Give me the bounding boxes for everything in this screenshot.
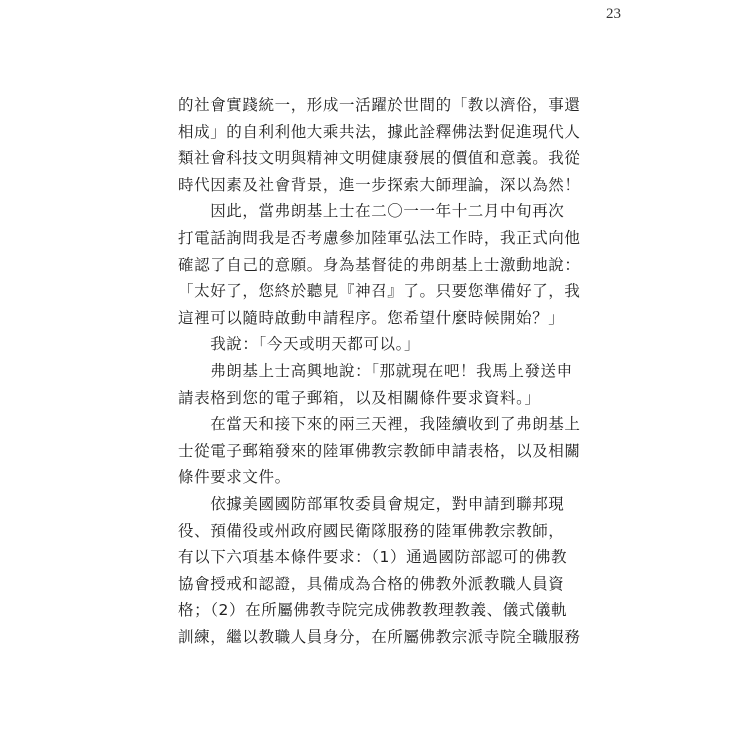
text-line: 格；（2）在所屬佛教寺院完成佛教教理教義、儀式儀軌 xyxy=(178,601,568,620)
text-line: 弗朗基上士高興地說：「那就現在吧！我馬上發送申 xyxy=(178,361,573,380)
text-line: 請表格到您的電子郵箱，以及相關條件要求資料。」 xyxy=(178,388,541,407)
body-text xyxy=(178,92,588,650)
text-line: 在當天和接下來的兩三天裡，我陸續收到了弗朗基上 xyxy=(178,415,581,434)
text-line: 因此，當弗朗基上士在二〇一一年十二月中旬再次 xyxy=(178,202,565,221)
text-line: 相成」的自利利他大乘共法，據此詮釋佛法對促進現代人 xyxy=(178,122,581,141)
text-line: 確認了自己的意願。身為基督徒的弗朗基上士激動地說： xyxy=(178,255,581,274)
text-line: 類社會科技文明與精神文明健康發展的價值和意義。我從 xyxy=(178,149,581,168)
text-line: 時代因素及社會背景，進一步探索大師理論，深以為然！ xyxy=(178,175,581,194)
page-number: 23 xyxy=(606,6,621,22)
text-line: 訓練，繼以教職人員身分，在所屬佛教宗派寺院全職服務 xyxy=(178,627,581,646)
text-line: 這裡可以隨時啟動申請程序。您希望什麼時候開始？」 xyxy=(178,308,565,327)
text-line: 士從電子郵箱發來的陸軍佛教宗教師申請表格，以及相關 xyxy=(178,441,581,460)
text-line: 有以下六項基本條件要求：（1）通過國防部認可的佛教 xyxy=(178,548,568,567)
text-line: 協會授戒和認證，具備成為合格的佛教外派教職人員資 xyxy=(178,574,565,593)
text-line: 條件要求文件。 xyxy=(178,468,291,487)
text-line: 的社會實踐統一，形成一活躍於世間的「教以濟俗，事還 xyxy=(178,96,581,114)
text-line: 役、預備役或州政府國民衛隊服務的陸軍佛教宗教師， xyxy=(178,521,565,540)
text-line: 依據美國國防部軍牧委員會規定，對申請到聯邦現 xyxy=(178,494,565,513)
text-line: 我說：「今天或明天都可以。」 xyxy=(178,335,421,354)
text-line: 打電話詢問我是否考慮參加陸軍弘法工作時，我正式向他 xyxy=(178,228,581,247)
text-line: 「太好了，您終於聽見『神召』了。只要您準備好了，我 xyxy=(178,282,581,301)
